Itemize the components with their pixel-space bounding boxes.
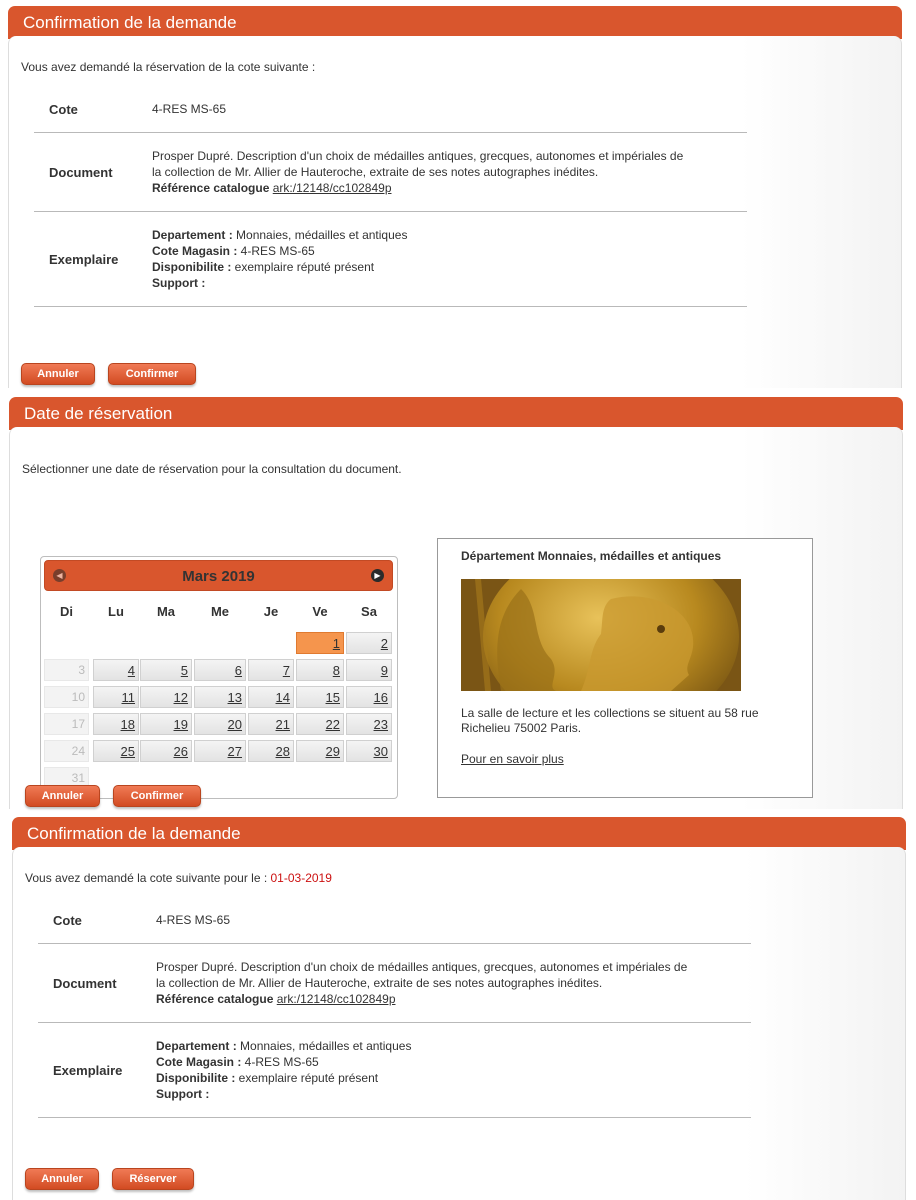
departement-value: Monnaies, médailles et antiques xyxy=(236,1039,412,1053)
catalog-link[interactable]: ark:/12148/cc102849p xyxy=(272,181,392,195)
learn-more-link[interactable]: Pour en savoir plus xyxy=(461,752,564,766)
confirmation-panel-1 xyxy=(8,6,902,388)
confirm-button[interactable]: Confirmer xyxy=(108,363,196,385)
info-title: Département Monnaies, médailles et antiques xyxy=(461,549,722,563)
exemplaire-details xyxy=(152,227,407,291)
exemplaire-label: Exemplaire xyxy=(49,252,119,267)
exemplaire-row xyxy=(34,212,747,307)
day-cell[interactable]: 5 xyxy=(140,659,192,681)
document-row xyxy=(38,944,751,1023)
day-cell[interactable]: 21 xyxy=(248,713,294,735)
cote-magasin-label: Cote Magasin : xyxy=(152,244,238,258)
weekday-label: Ma xyxy=(156,604,176,619)
document-label: Document xyxy=(53,976,117,991)
document-description xyxy=(152,148,742,196)
exemplaire-row xyxy=(38,1023,751,1118)
day-cell-disabled: 10 xyxy=(44,686,89,708)
support-label: Support : xyxy=(156,1087,210,1101)
cote-magasin-line xyxy=(156,1054,411,1070)
day-cell[interactable]: 18 xyxy=(93,713,139,735)
panel-title: Confirmation de la demande xyxy=(12,817,906,850)
document-row xyxy=(34,133,747,212)
departement-line xyxy=(152,227,407,243)
datepicker xyxy=(40,556,398,799)
panel-body xyxy=(8,36,902,388)
weekday-label: Ve xyxy=(312,604,328,619)
day-cell[interactable]: 16 xyxy=(346,686,392,708)
day-cell[interactable]: 12 xyxy=(140,686,192,708)
month-title: Mars 2019 xyxy=(182,568,255,585)
cote-row xyxy=(34,89,747,133)
day-cell[interactable]: 23 xyxy=(346,713,392,735)
intro-text: Sélectionner une date de réservation pour la consultation du document. xyxy=(22,462,402,476)
departement-value: Monnaies, médailles et antiques xyxy=(232,228,408,242)
support-label: Support : xyxy=(152,276,206,290)
document-description xyxy=(156,959,746,1007)
day-cell[interactable]: 7 xyxy=(248,659,294,681)
weekday-label: Di xyxy=(60,604,73,619)
day-cell-disabled: 17 xyxy=(44,713,89,735)
catalog-reference xyxy=(152,180,742,196)
arrow-left-icon[interactable]: ◀ xyxy=(53,569,66,582)
intro-text xyxy=(25,871,332,885)
cancel-button[interactable]: Annuler xyxy=(21,363,95,385)
disponibilite-label: Disponibilite : xyxy=(152,260,232,274)
cote-value: 4-RES MS-65 xyxy=(152,102,227,116)
day-cell[interactable]: 4 xyxy=(93,659,139,681)
panel-title: Date de réservation xyxy=(9,397,903,430)
exemplaire-details xyxy=(156,1038,411,1102)
day-cell-selected[interactable]: 1 xyxy=(296,632,344,654)
day-cell[interactable]: 26 xyxy=(140,740,192,762)
day-cell-disabled: 3 xyxy=(44,659,89,681)
day-cell[interactable]: 27 xyxy=(194,740,246,762)
ref-label: Référence catalogue xyxy=(152,181,270,195)
day-cell[interactable]: 2 xyxy=(346,632,392,654)
weekday-label: Sa xyxy=(361,604,377,619)
disponibilite-label: Disponibilite : xyxy=(156,1071,236,1085)
coin-image xyxy=(461,579,741,691)
document-label: Document xyxy=(49,165,113,180)
reserve-button[interactable]: Réserver xyxy=(112,1168,194,1190)
weekday-label: Je xyxy=(263,604,279,619)
panel-body xyxy=(12,847,906,1200)
day-cell[interactable]: 6 xyxy=(194,659,246,681)
document-line-1: Prosper Dupré. Description d'un choix de médailles antiques, grecques, autonomes et impériales de xyxy=(156,960,688,974)
arrow-right-icon[interactable]: ▶ xyxy=(371,569,384,582)
datepicker-header xyxy=(44,560,393,591)
disponibilite-value: exemplaire réputé présent xyxy=(235,1071,379,1085)
document-line-1: Prosper Dupré. Description d'un choix de médailles antiques, grecques, autonomes et impériales de xyxy=(152,149,684,163)
disponibilite-line xyxy=(156,1070,411,1086)
intro-text: Vous avez demandé la réservation de la cote suivante : xyxy=(21,60,316,74)
disponibilite-value: exemplaire réputé présent xyxy=(231,260,375,274)
disponibilite-line xyxy=(152,259,407,275)
day-cell[interactable]: 30 xyxy=(346,740,392,762)
confirmation-panel-2 xyxy=(12,817,906,1200)
cancel-button[interactable]: Annuler xyxy=(25,785,100,807)
ref-label: Référence catalogue xyxy=(156,992,274,1006)
day-cell[interactable]: 11 xyxy=(93,686,139,708)
day-cell[interactable]: 29 xyxy=(296,740,344,762)
cote-magasin-value: 4-RES MS-65 xyxy=(237,244,315,258)
departement-line xyxy=(156,1038,411,1054)
day-cell[interactable]: 20 xyxy=(194,713,246,735)
catalog-link[interactable]: ark:/12148/cc102849p xyxy=(276,992,396,1006)
day-cell[interactable]: 28 xyxy=(248,740,294,762)
cote-magasin-value: 4-RES MS-65 xyxy=(241,1055,319,1069)
weekday-label: Lu xyxy=(108,604,124,619)
day-cell[interactable]: 25 xyxy=(93,740,139,762)
document-line-2: la collection de Mr. Allier de Hauteroche, extraite de ses notes autographes inédites. xyxy=(156,976,603,990)
day-cell[interactable]: 8 xyxy=(296,659,344,681)
departement-label: Departement : xyxy=(152,228,233,242)
day-cell-disabled: 24 xyxy=(44,740,89,762)
intro-label: Vous avez demandé la cote suivante pour le : xyxy=(25,871,271,885)
day-cell[interactable]: 15 xyxy=(296,686,344,708)
cote-label: Cote xyxy=(53,913,82,928)
day-cell[interactable]: 13 xyxy=(194,686,246,708)
support-line xyxy=(156,1086,411,1102)
day-cell[interactable]: 9 xyxy=(346,659,392,681)
reservation-date-panel xyxy=(9,397,903,809)
cote-magasin-line xyxy=(152,243,407,259)
panel-title: Confirmation de la demande xyxy=(8,6,902,39)
cote-row xyxy=(38,900,751,944)
confirm-button[interactable]: Confirmer xyxy=(113,785,201,807)
info-text: La salle de lecture et les collections se situent au 58 rue Richelieu 75002 Paris. xyxy=(461,706,759,735)
cote-label: Cote xyxy=(49,102,78,117)
support-line xyxy=(152,275,407,291)
department-info-box xyxy=(437,538,813,798)
day-cell-disabled: 31 xyxy=(44,767,89,789)
cote-value: 4-RES MS-65 xyxy=(156,913,231,927)
exemplaire-label: Exemplaire xyxy=(53,1063,123,1078)
cote-magasin-label: Cote Magasin : xyxy=(156,1055,242,1069)
document-line-2: la collection de Mr. Allier de Hauteroche, extraite de ses notes autographes inédites. xyxy=(152,165,599,179)
day-cell[interactable]: 14 xyxy=(248,686,294,708)
panel-body xyxy=(9,427,903,809)
day-cell[interactable]: 22 xyxy=(296,713,344,735)
departement-label: Departement : xyxy=(156,1039,237,1053)
catalog-reference xyxy=(156,991,746,1007)
cancel-button[interactable]: Annuler xyxy=(25,1168,99,1190)
day-cell[interactable]: 19 xyxy=(140,713,192,735)
weekday-label: Me xyxy=(210,604,230,619)
selected-date: 01-03-2019 xyxy=(270,871,332,885)
